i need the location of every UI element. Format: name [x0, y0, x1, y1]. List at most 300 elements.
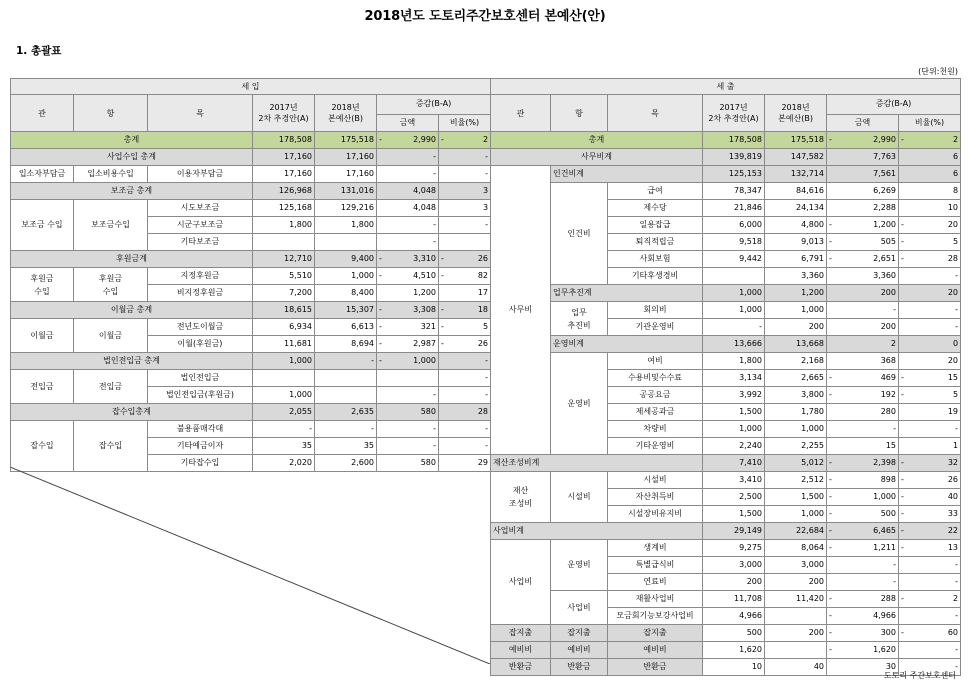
mok-cell [148, 234, 253, 251]
subtotal-row [491, 455, 961, 472]
diff-amount-value: 505 [880, 237, 896, 246]
diff-amount-value: 500 [880, 509, 896, 518]
diff-amount [377, 285, 439, 302]
diff-ratio-sign: - [441, 254, 444, 263]
prev-amount [703, 302, 765, 319]
diff-ratio-sign: - [441, 305, 444, 314]
prev-amount-text: 21,846 [734, 203, 762, 212]
col-ratio: 비율(%) [439, 114, 491, 131]
diff-amount-value: - [433, 220, 436, 229]
cur-amount [765, 523, 827, 540]
mok-cell [608, 625, 703, 642]
prev-amount-text: 3,992 [739, 390, 762, 399]
diff-ratio [439, 166, 491, 183]
diff-amount [827, 336, 899, 353]
subtotal-row [491, 166, 961, 183]
prev-amount-text: 7,200 [289, 288, 312, 297]
cur-amount-text: 2,512 [801, 475, 824, 484]
cur-amount-text: 2,665 [801, 373, 824, 382]
subtotal-label-text: 사업비계 [493, 526, 524, 535]
gwan-cell-text: 사무비 [508, 305, 533, 314]
mok-cell [608, 557, 703, 574]
subtotal-label-text: 사무비계 [581, 152, 612, 161]
diff-ratio-value: 0 [952, 339, 959, 348]
diff-amount-sign: - [829, 458, 832, 467]
diff-amount-value: 1,200 [413, 288, 436, 297]
table-row [491, 302, 961, 319]
cur-amount [765, 268, 827, 285]
cur-amount [315, 200, 377, 217]
mok-cell-text: 자산취득비 [635, 492, 675, 501]
table-row [491, 540, 961, 557]
subtotal-label [491, 523, 703, 540]
cur-amount-text: 2,600 [351, 458, 374, 467]
diff-amount-value: - [433, 152, 436, 161]
prev-amount [703, 200, 765, 217]
diff-amount-sign: - [829, 594, 832, 603]
cur-amount-text: 40 [813, 662, 824, 671]
diff-ratio [439, 251, 491, 268]
cur-amount-text: - [371, 356, 374, 365]
diff-amount-value: 2,990 [413, 135, 436, 144]
diff-amount-value: 580 [420, 407, 436, 416]
diff-ratio-value: - [955, 271, 959, 280]
diff-ratio [899, 302, 961, 319]
cur-amount [315, 336, 377, 353]
table-row [491, 625, 961, 642]
gwan-cell [491, 659, 551, 676]
diff-ratio [439, 285, 491, 302]
gwan-cell [11, 370, 74, 404]
diff-ratio [899, 591, 961, 608]
diff-ratio [899, 268, 961, 285]
prev-amount [253, 404, 315, 421]
diff-amount-value: 580 [420, 458, 436, 467]
cur-amount [765, 438, 827, 455]
cur-amount [315, 302, 377, 319]
subtotal-label [11, 302, 253, 319]
cur-amount-text: 129,216 [340, 203, 374, 212]
diff-amount-value: 898 [880, 475, 896, 484]
cur-amount [765, 353, 827, 370]
mok-cell [608, 659, 703, 676]
diff-ratio-value: 29 [477, 458, 489, 467]
prev-amount [253, 387, 315, 404]
subtotal-label [11, 149, 253, 166]
mok-cell-text: 시설비 [643, 475, 667, 484]
diff-ratio [899, 608, 961, 625]
cur-amount-text: 8,064 [801, 543, 824, 552]
diff-ratio [899, 455, 961, 472]
hang-cell-text: 시설비 [567, 492, 591, 501]
diff-ratio [439, 336, 491, 353]
diff-ratio-value: 33 [947, 509, 959, 518]
prev-amount [703, 234, 765, 251]
cur-amount-text: 1,780 [801, 407, 824, 416]
prev-amount-text: 13,666 [734, 339, 762, 348]
prev-amount-text: 126,968 [278, 186, 312, 195]
prev-amount-text: 1,000 [289, 356, 312, 365]
diff-ratio [899, 642, 961, 659]
diff-amount-value: 7,561 [873, 169, 896, 178]
hang-cell [551, 353, 608, 455]
diff-amount-value: 2,398 [873, 458, 896, 467]
diff-amount [827, 642, 899, 659]
diff-amount-value: 6,465 [873, 526, 896, 535]
table-row [11, 319, 491, 336]
subtotal-label-text: 잡수입총계 [112, 407, 151, 416]
mok-cell-text: 법인전입금 [180, 373, 220, 382]
diff-ratio-value: - [485, 169, 489, 178]
diff-amount-sign: - [379, 305, 382, 314]
prev-amount-text: 125,153 [728, 169, 762, 178]
prev-amount [703, 455, 765, 472]
hang-cell [551, 183, 608, 285]
cur-amount-text: 5,012 [801, 458, 824, 467]
diff-ratio-value: 17 [477, 288, 489, 297]
prev-amount-text: 78,347 [734, 186, 762, 195]
hang-cell [551, 659, 608, 676]
diff-ratio-value: 82 [477, 271, 489, 280]
mok-cell [148, 217, 253, 234]
diff-ratio-value: 5 [952, 237, 959, 246]
prev-amount [253, 132, 315, 149]
mok-cell [148, 285, 253, 302]
hang-cell-text: 입소비용수입 [87, 169, 134, 178]
mok-cell [148, 319, 253, 336]
gwan-cell-text: 입소자부담금 [18, 169, 66, 178]
mok-cell [148, 370, 253, 387]
prev-amount-text: 1,620 [739, 645, 762, 654]
prev-amount-text: 125,168 [278, 203, 312, 212]
cur-amount-text: 11,420 [796, 594, 824, 603]
diff-amount-value: - [433, 441, 436, 450]
prev-amount-text: 500 [746, 628, 762, 637]
col-diff: 증감(B-A) [377, 95, 491, 115]
table-row [11, 200, 491, 217]
cur-amount [765, 149, 827, 166]
prev-amount [253, 370, 315, 387]
mok-cell-text: 비지정후원금 [176, 288, 224, 297]
cur-amount [315, 132, 377, 149]
cur-amount-text: 9,400 [351, 254, 374, 263]
mok-cell [148, 166, 253, 183]
diff-amount-value: 1,620 [873, 645, 896, 654]
diff-ratio-value: 32 [947, 458, 959, 467]
prev-amount [703, 217, 765, 234]
expense-group-header: 세 출 [491, 79, 961, 95]
diff-ratio-sign: - [901, 543, 904, 552]
diff-amount-value: 3,310 [413, 254, 436, 263]
hang-cell [74, 268, 148, 302]
cur-amount-text: 200 [808, 322, 824, 331]
subtotal-row [491, 149, 961, 166]
diff-ratio-value: - [485, 373, 489, 382]
cur-amount [315, 149, 377, 166]
diff-ratio-value: - [955, 322, 959, 331]
mok-cell-text: 수용비및수수료 [627, 373, 683, 382]
diff-ratio-value: 28 [947, 254, 959, 263]
subtotal-label [551, 336, 703, 353]
diff-ratio-sign: - [901, 237, 904, 246]
diff-amount-value: 1,211 [873, 543, 896, 552]
diff-amount-value: 4,966 [873, 611, 896, 620]
hang-cell-text: 반환금 [567, 662, 591, 671]
cur-amount [765, 455, 827, 472]
prev-amount-text: 12,710 [284, 254, 312, 263]
cur-amount [315, 234, 377, 251]
prev-amount [703, 540, 765, 557]
mok-cell-text: 잡지출 [643, 628, 667, 637]
cur-amount [765, 659, 827, 676]
subtotal-label [551, 166, 703, 183]
gwan-cell [11, 421, 74, 472]
diff-ratio [899, 234, 961, 251]
cur-amount-text: 15,307 [346, 305, 374, 314]
cur-amount-text: 200 [808, 628, 824, 637]
cur-amount-text: 1,000 [801, 509, 824, 518]
subtotal-label [491, 455, 703, 472]
diff-ratio-value: 22 [947, 526, 959, 535]
diff-ratio [439, 268, 491, 285]
diff-ratio [899, 336, 961, 353]
mok-cell-text: 여비 [647, 356, 663, 365]
table-row [491, 183, 961, 200]
diff-ratio-sign: - [901, 254, 904, 263]
diff-amount [377, 438, 439, 455]
diff-amount-value: 192 [880, 390, 896, 399]
diff-ratio-value: 40 [947, 492, 959, 501]
diff-amount [827, 387, 899, 404]
diff-amount-value: 15 [885, 441, 896, 450]
diff-ratio [899, 132, 961, 149]
diff-amount-value: 2,288 [873, 203, 896, 212]
prev-amount [703, 353, 765, 370]
mok-cell-text: 퇴직적립금 [635, 237, 675, 246]
prev-amount [703, 472, 765, 489]
cur-amount [765, 557, 827, 574]
cur-amount [765, 217, 827, 234]
gwan-cell [491, 472, 551, 523]
expense-table [490, 78, 961, 676]
diff-amount-value: 321 [420, 322, 436, 331]
cur-amount-text: - [371, 424, 374, 433]
cur-amount-text: 132,714 [790, 169, 824, 178]
hang-cell [74, 319, 148, 353]
diff-amount [827, 557, 899, 574]
diff-amount-value: - [433, 237, 436, 246]
diff-amount [827, 455, 899, 472]
prev-amount [703, 149, 765, 166]
cur-amount-text: 8,694 [351, 339, 374, 348]
cur-amount [765, 506, 827, 523]
diff-ratio-value: - [955, 662, 959, 671]
diff-ratio [899, 404, 961, 421]
prev-amount [703, 421, 765, 438]
cur-amount-text: 13,668 [796, 339, 824, 348]
unit-label: (단위:천원) [918, 67, 958, 76]
mok-cell [608, 642, 703, 659]
diff-ratio-value: 20 [947, 356, 959, 365]
diff-ratio [899, 387, 961, 404]
hang-cell [74, 200, 148, 251]
mok-cell-text: 기타보조금 [180, 237, 220, 246]
mok-cell-text: 연료비 [643, 577, 667, 586]
prev-amount-text: 35 [301, 441, 312, 450]
diff-ratio [899, 285, 961, 302]
cur-amount-text: 1,800 [351, 220, 374, 229]
diff-amount [377, 268, 439, 285]
gwan-cell [491, 625, 551, 642]
diff-ratio-value: - [955, 611, 959, 620]
prev-amount-text: 3,000 [739, 560, 762, 569]
diff-ratio [439, 183, 491, 200]
prev-amount-text: 1,000 [739, 288, 762, 297]
mok-cell [608, 506, 703, 523]
mok-cell [608, 472, 703, 489]
subtotal-label [551, 285, 703, 302]
diff-amount-value: 368 [880, 356, 896, 365]
prev-amount-text: 1,000 [289, 390, 312, 399]
prev-amount [703, 608, 765, 625]
subtotal-label-text: 보조금 총계 [110, 186, 153, 195]
cur-amount [765, 404, 827, 421]
hang-cell-text: 인건비 [567, 228, 591, 238]
diff-ratio [899, 370, 961, 387]
col-amount: 금액 [827, 114, 899, 131]
diff-ratio [899, 557, 961, 574]
prev-amount [703, 268, 765, 285]
mok-cell [148, 336, 253, 353]
diff-amount [827, 608, 899, 625]
prev-amount [253, 302, 315, 319]
mok-cell-text: 제세공과금 [635, 407, 675, 416]
diff-amount-value: - [433, 390, 436, 399]
diff-ratio [439, 404, 491, 421]
mok-cell [148, 268, 253, 285]
subtotal-label [491, 132, 703, 149]
mok-cell-text: 법인전입금(후원금) [165, 390, 235, 399]
cur-amount-text: 1,000 [801, 424, 824, 433]
diff-amount [827, 149, 899, 166]
diff-amount [827, 302, 899, 319]
diff-ratio-value: 6 [952, 152, 959, 161]
table-row [491, 642, 961, 659]
diff-amount-sign: - [829, 237, 832, 246]
table-row [11, 421, 491, 438]
prev-amount [703, 387, 765, 404]
subtotal-label [11, 251, 253, 268]
mok-cell [148, 200, 253, 217]
hang-cell-text: 운영비 [567, 560, 591, 569]
diff-ratio-value: - [485, 356, 489, 365]
gwan-cell [11, 166, 74, 183]
diff-ratio-value: 15 [947, 373, 959, 382]
diff-amount [827, 472, 899, 489]
mok-cell-text: 기타잡수입 [180, 458, 220, 467]
diff-ratio-value: - [485, 152, 489, 161]
diff-amount [377, 183, 439, 200]
prev-amount-text: 178,508 [728, 135, 762, 144]
diff-ratio-sign: - [901, 594, 904, 603]
mok-cell-text: 재활사업비 [635, 594, 675, 603]
col-gwan: 관 [11, 95, 74, 132]
diff-ratio-value: - [485, 441, 489, 450]
diff-ratio [899, 625, 961, 642]
mok-cell-text: 기타운영비 [635, 441, 675, 450]
cur-amount [765, 370, 827, 387]
diff-ratio-value: 2 [952, 594, 959, 603]
diff-ratio [899, 472, 961, 489]
subtotal-label-text: 재산조성비계 [493, 458, 540, 467]
prev-amount [253, 353, 315, 370]
diff-amount [377, 370, 439, 387]
diff-amount [377, 336, 439, 353]
cur-amount [315, 285, 377, 302]
empty-area-diagonal [10, 467, 490, 664]
prev-amount-text: 4,966 [739, 611, 762, 620]
diff-ratio [899, 489, 961, 506]
diff-amount-value: 2,990 [873, 135, 896, 144]
diff-amount-sign: - [379, 322, 382, 331]
prev-amount-text: 17,160 [284, 169, 312, 178]
subtotal-label-text: 이월금 총계 [110, 305, 153, 314]
diff-ratio [899, 523, 961, 540]
diff-amount [827, 268, 899, 285]
diff-ratio [899, 200, 961, 217]
mok-cell [608, 353, 703, 370]
diff-ratio-value: - [955, 577, 959, 586]
diff-amount-sign: - [829, 254, 832, 263]
cur-amount [765, 540, 827, 557]
mok-cell-text: 공공요금 [639, 390, 671, 399]
mok-cell-text: 급여 [647, 186, 663, 195]
diff-amount [827, 489, 899, 506]
diff-amount [827, 574, 899, 591]
mok-cell-text: 시도보조금 [180, 203, 220, 212]
mok-cell-text: 불용품매각대 [176, 424, 224, 433]
cur-amount [765, 285, 827, 302]
diff-amount-sign: - [829, 475, 832, 484]
diff-ratio-sign: - [901, 526, 904, 535]
diff-amount-value: 3,360 [873, 271, 896, 280]
cur-amount-text: 6,613 [351, 322, 374, 331]
cur-amount [765, 183, 827, 200]
subtotal-label [11, 353, 253, 370]
diff-ratio-value: - [485, 390, 489, 399]
gwan-cell [491, 166, 551, 455]
gwan-cell-text: 보조금 수입 [21, 220, 63, 229]
hang-cell-text: 운영비 [567, 398, 591, 408]
prev-amount-text: 10 [751, 662, 762, 671]
diff-amount-value: 6,269 [873, 186, 896, 195]
diff-ratio [899, 438, 961, 455]
prev-amount-text: 200 [746, 577, 762, 586]
prev-amount-text: 6,000 [739, 220, 762, 229]
diff-ratio [439, 353, 491, 370]
diff-amount-value: - [433, 424, 436, 433]
diff-amount [377, 421, 439, 438]
cur-amount [765, 336, 827, 353]
table-row [491, 472, 961, 489]
diff-ratio [899, 574, 961, 591]
diff-amount [827, 251, 899, 268]
prev-amount [253, 251, 315, 268]
cur-amount-text: 200 [808, 577, 824, 586]
mok-cell [608, 421, 703, 438]
diff-ratio-value: 18 [477, 305, 489, 314]
diff-ratio-sign: - [901, 475, 904, 484]
